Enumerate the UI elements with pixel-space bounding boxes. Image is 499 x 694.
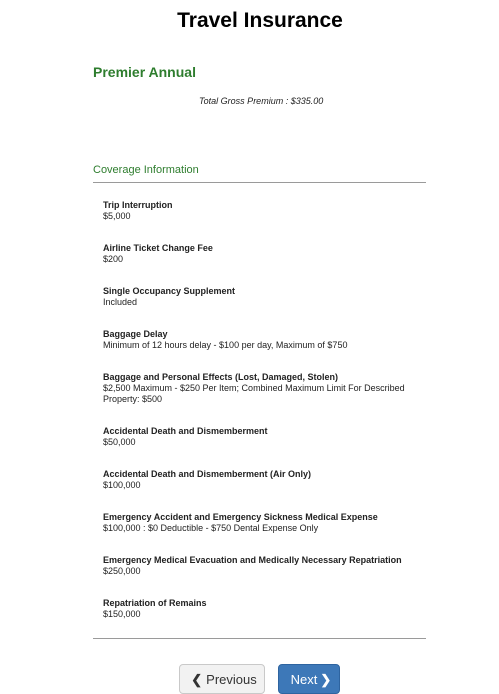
coverage-value: $200 bbox=[103, 254, 124, 264]
coverage-name: Baggage and Personal Effects (Lost, Damaged, Stolen) bbox=[103, 372, 339, 382]
coverage-value: $250,000 bbox=[103, 566, 141, 576]
coverage-item bbox=[103, 329, 423, 372]
coverage-item bbox=[103, 469, 423, 512]
coverage-value: $5,000 bbox=[103, 211, 131, 221]
next-label: Next bbox=[290, 672, 318, 687]
coverage-name: Repatriation of Remains bbox=[103, 598, 207, 608]
coverage-name: Accidental Death and Dismemberment bbox=[103, 426, 268, 436]
coverage-value: $50,000 bbox=[103, 437, 136, 447]
divider bbox=[93, 638, 426, 639]
coverage-value: Minimum of 12 hours delay - $100 per day, Maximum of $750 bbox=[103, 340, 348, 350]
coverage-name: Single Occupancy Supplement bbox=[103, 286, 236, 296]
coverage-value: $2,500 Maximum - $250 Per Item; Combined Maximum Limit For Described Property: $500 bbox=[103, 383, 405, 404]
chevron-left-icon: ❮ bbox=[191, 672, 203, 687]
coverage-value: $100,000 : $0 Deductible - $750 Dental Expense Only bbox=[103, 523, 319, 533]
previous-button[interactable] bbox=[179, 664, 265, 694]
coverage-value: $150,000 bbox=[103, 609, 141, 619]
total-premium: Total Gross Premium : $335.00 bbox=[199, 96, 324, 106]
plan-name: Premier Annual bbox=[93, 64, 196, 80]
previous-label: Previous bbox=[206, 672, 257, 687]
coverage-item bbox=[103, 426, 423, 469]
next-button[interactable] bbox=[278, 664, 340, 694]
coverage-item bbox=[103, 243, 423, 286]
divider bbox=[93, 182, 426, 183]
coverage-name: Emergency Accident and Emergency Sickness Medical Expense bbox=[103, 512, 378, 522]
chevron-right-icon: ❯ bbox=[320, 672, 332, 687]
coverage-item bbox=[103, 512, 423, 555]
coverage-section-title: Coverage Information bbox=[93, 164, 199, 176]
coverage-item bbox=[103, 286, 423, 329]
coverage-item bbox=[103, 200, 423, 243]
coverage-item bbox=[103, 598, 423, 641]
coverage-item bbox=[103, 372, 423, 426]
coverage-name: Trip Interruption bbox=[103, 200, 173, 210]
coverage-name: Baggage Delay bbox=[103, 329, 168, 339]
coverage-value: $100,000 bbox=[103, 480, 141, 490]
coverage-item bbox=[103, 555, 423, 598]
page-title: Travel Insurance bbox=[177, 9, 343, 32]
coverage-name: Accidental Death and Dismemberment (Air Only) bbox=[103, 469, 312, 479]
coverage-value: Included bbox=[103, 297, 138, 307]
coverage-name: Emergency Medical Evacuation and Medically Necessary Repatriation bbox=[103, 555, 402, 565]
coverage-list bbox=[103, 200, 423, 641]
coverage-name: Airline Ticket Change Fee bbox=[103, 243, 213, 253]
